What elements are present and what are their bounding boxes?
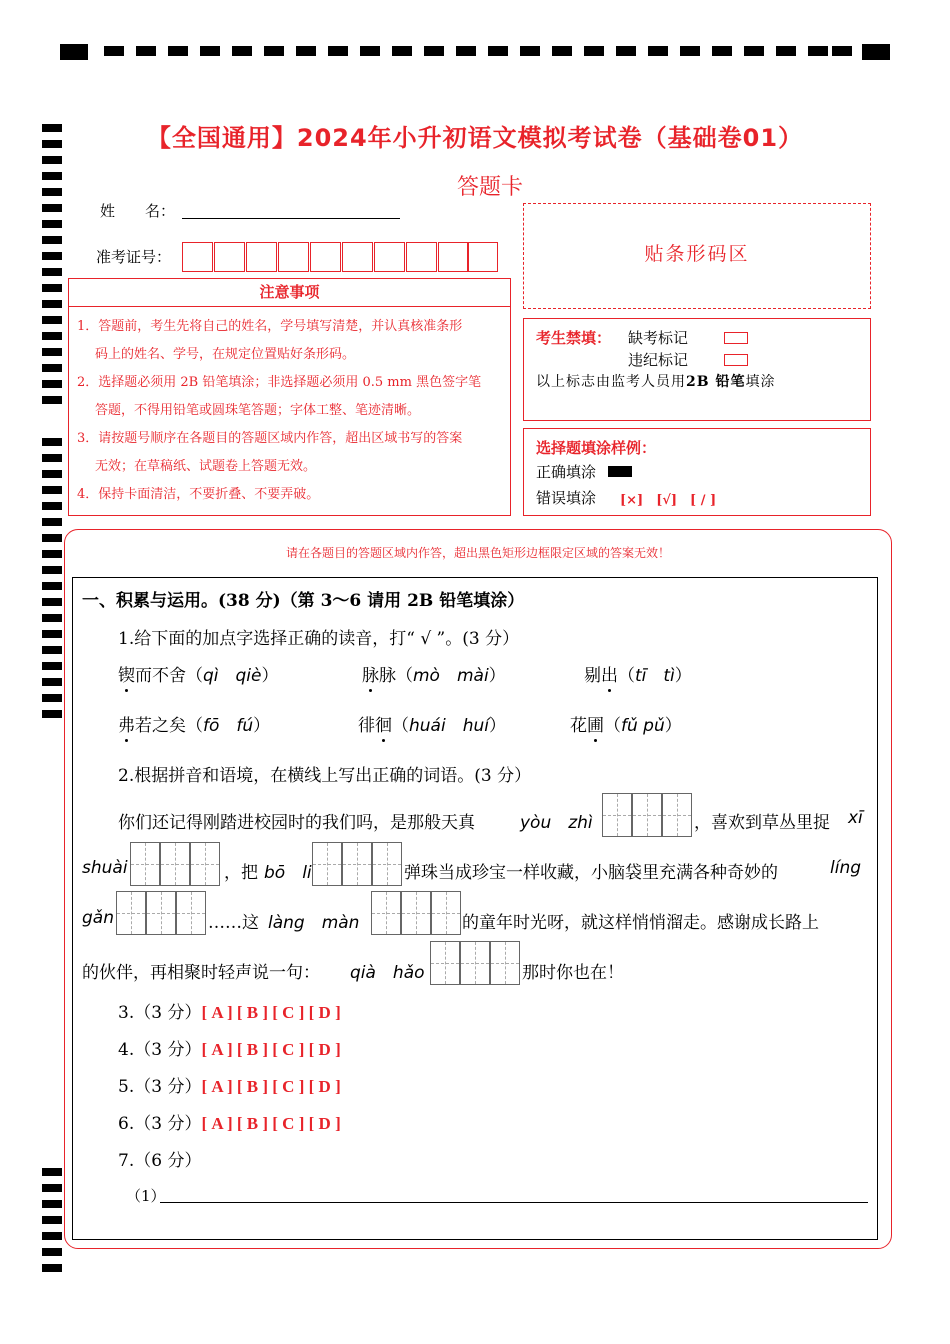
notice-line: 3．请按题号顺序在各题目的答题区域内作答，超出区域书写的答案 xyxy=(77,431,463,446)
violation-label: 违纪标记 xyxy=(628,351,689,369)
q2-pinyin: làng màn xyxy=(268,913,360,933)
q2-pinyin: yòu zhì xyxy=(520,813,593,833)
writing-grid[interactable] xyxy=(312,842,402,886)
page-title: 【全国通用】2024年小升初语文模拟考试卷（基础卷01） xyxy=(146,124,804,152)
notice-box xyxy=(68,306,511,516)
q2-text: 你们还记得刚踏进校园时的我们吗，是那般天真 xyxy=(118,813,475,833)
q2-pinyin: bō li xyxy=(264,863,312,883)
writing-grid[interactable] xyxy=(130,842,220,886)
q2-text: 的童年时光呀，就这样悄悄溜走。感谢成长路上 xyxy=(462,913,819,933)
q2-text: 弹珠当成珍宝一样收藏，小脑袋里充满各种奇妙的 xyxy=(404,863,778,883)
q2-pinyin: líng xyxy=(830,858,862,878)
name-field[interactable] xyxy=(182,218,400,219)
absent-mark-box[interactable] xyxy=(724,332,748,344)
q2-text: ，把 xyxy=(224,863,258,883)
choice-options[interactable]: [ A ] [ B ] [ C ] [ D ] xyxy=(201,1114,341,1133)
notice-line: 4．保持卡面清洁，不要折叠、不要弄破。 xyxy=(77,487,320,502)
q1-item: 锲而不舍（qì qiè） xyxy=(118,666,279,686)
choice-options[interactable]: [ A ] [ B ] [ C ] [ D ] xyxy=(201,1003,341,1022)
violation-mark-box[interactable] xyxy=(724,354,748,366)
choice-number: 5.（3 分） xyxy=(118,1077,202,1097)
wrong-fill-samples: [×] [√] [ / ] xyxy=(620,493,717,508)
correct-fill-sample xyxy=(608,466,632,477)
notice-line: 无效；在草稿纸、试题卷上答题无效。 xyxy=(95,459,317,474)
choice-options[interactable]: [ A ] [ B ] [ C ] [ D ] xyxy=(201,1077,341,1096)
notice-heading: 注意事项 xyxy=(68,278,511,307)
q2-text: 的伙伴，再相聚时轻声说一句： xyxy=(82,963,320,983)
q7-sub1-label: （1） xyxy=(126,1187,166,1205)
answer-area-warning: 请在各题目的答题区域内作答，超出黑色矩形边框限定区域的答案无效！ xyxy=(285,546,670,560)
notice-line: 2．选择题必须用 2B 铅笔填涂；非选择题必须用 0.5 mm 黑色签字笔 xyxy=(77,375,482,390)
q2-pinyin: shuài xyxy=(82,858,128,878)
name-label: 姓 名： xyxy=(100,202,176,220)
q1-item: 弗若之矣（fō fú） xyxy=(118,716,271,736)
choice-options[interactable]: [ A ] [ B ] [ C ] [ D ] xyxy=(201,1040,341,1059)
writing-grid[interactable] xyxy=(602,793,692,837)
q2-prompt: 2.根据拼音和语境，在横线上写出正确的词语。(3 分） xyxy=(118,766,532,786)
notice-line: 答题，不得用铅笔或圆珠笔答题；字体工整、笔迹清晰。 xyxy=(95,403,421,418)
choice-row xyxy=(118,1109,341,1134)
q2-text: ……这 xyxy=(208,913,259,933)
q7-sub1-answer-line[interactable] xyxy=(160,1202,868,1203)
choice-number: 3.（3 分） xyxy=(118,1003,202,1023)
choice-number: 4.（3 分） xyxy=(118,1040,202,1060)
forbidden-label: 考生禁填： xyxy=(536,329,612,347)
wrong-label: 错误填涂 xyxy=(536,489,597,507)
forbidden-box xyxy=(523,318,871,421)
exam-id-label: 准考证号： xyxy=(96,248,172,266)
correct-label: 正确填涂 xyxy=(536,463,597,481)
q1-item: 徘徊（huái huí） xyxy=(358,716,506,736)
notice-line: 1．答题前，考生先将自己的姓名，学号填写清楚，并认真核准条形 xyxy=(77,319,463,334)
absent-label: 缺考标记 xyxy=(628,329,689,347)
q7-label: 7.（6 分） xyxy=(118,1151,202,1171)
choice-row xyxy=(118,998,341,1023)
choice-row xyxy=(118,1072,341,1097)
barcode-area: 贴条形码区 xyxy=(523,203,871,309)
sample-box xyxy=(523,428,871,516)
q2-pinyin: qià hǎo xyxy=(350,963,425,983)
forbidden-note: 以上标志由监考人员用2B 铅笔填涂 xyxy=(536,374,776,390)
q1-item: 脉脉（mò mài） xyxy=(362,666,506,686)
choice-row xyxy=(118,1035,341,1060)
writing-grid[interactable] xyxy=(430,941,520,985)
q2-pinyin: xī xyxy=(848,808,863,828)
section1-title: 一、积累与运用。(38 分)（第 3～6 请用 2B 铅笔填涂） xyxy=(82,591,525,611)
sample-label: 选择题填涂样例： xyxy=(536,439,657,457)
choice-number: 6.（3 分） xyxy=(118,1114,202,1134)
q1-item: 花圃（fǔ pǔ） xyxy=(570,716,682,736)
q2-pinyin: gǎn xyxy=(82,908,114,928)
writing-grid[interactable] xyxy=(371,891,461,935)
writing-grid[interactable] xyxy=(116,891,206,935)
q2-text: 那时你也在！ xyxy=(522,963,624,983)
page-subtitle: 答题卡 xyxy=(456,175,523,200)
notice-line: 码上的姓名、学号，在规定位置贴好条形码。 xyxy=(95,347,356,362)
q2-text: ，喜欢到草丛里捉 xyxy=(694,813,830,833)
q1-prompt: 1.给下面的加点字选择正确的读音，打“ √ ”。(3 分） xyxy=(118,629,520,649)
q1-item: 剔出（tī tì） xyxy=(584,666,692,686)
